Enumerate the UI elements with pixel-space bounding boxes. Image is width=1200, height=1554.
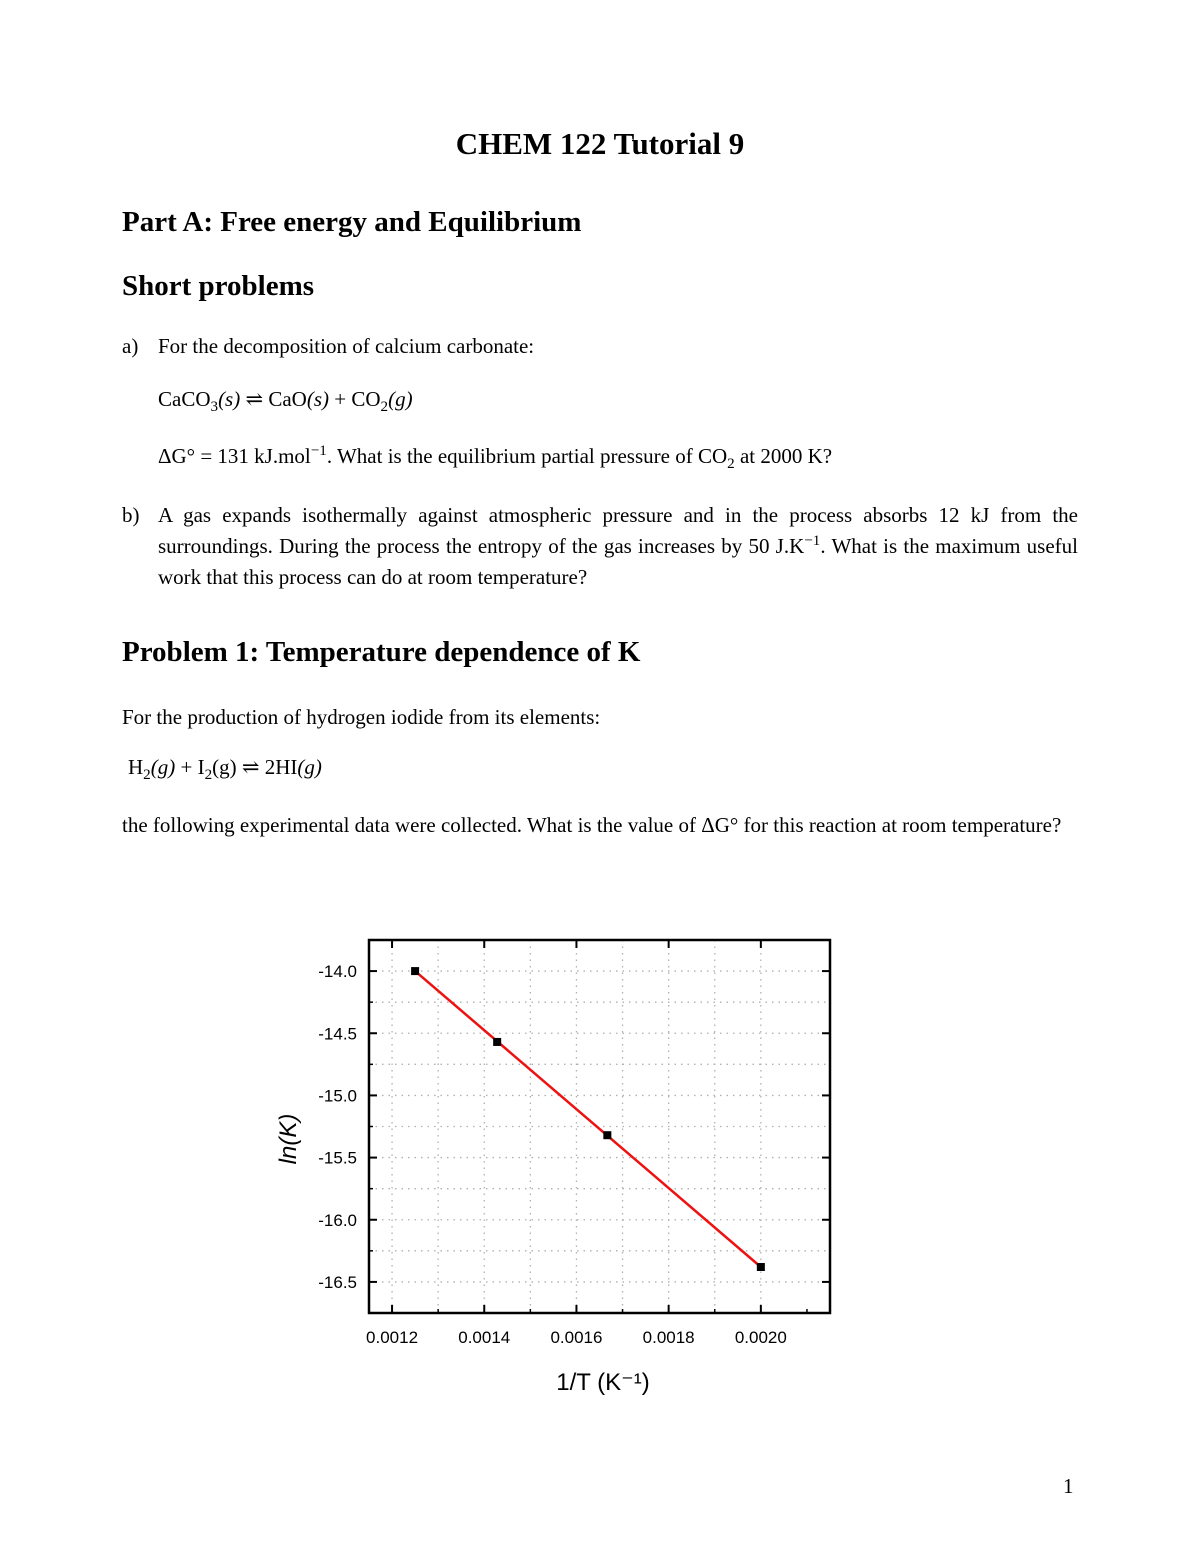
y-tick-label: -15.0	[318, 1086, 357, 1106]
question-a-label: a)	[122, 334, 139, 358]
page-title: CHEM 122 Tutorial 9	[455, 126, 745, 161]
data-point	[493, 1038, 501, 1046]
y-tick-label: -16.0	[318, 1210, 357, 1230]
x-tick-label: 0.0012	[366, 1328, 419, 1347]
axes	[318, 940, 830, 1347]
product-cao: CaO	[268, 387, 307, 411]
problem-1-question: the following experimental data were collected. What is the value of ΔG° for this reaction at room temperature?	[122, 813, 1062, 837]
data-point	[411, 967, 419, 975]
y-tick-label: -15.5	[318, 1148, 357, 1168]
data-series	[411, 967, 765, 1271]
question-b-text: A gas expands isothermally against atmospheric pressure and in the process absorbs 12 kJ from the surroundings. During the process the entropy of the gas increases by 50 $J.K^{-1}$. What is the maximum useful work that this process can do at room temperature?	[158, 503, 1078, 589]
page-number: 1	[1063, 1474, 1074, 1498]
fit-line	[415, 971, 761, 1267]
problem-1-heading: Problem 1: Temperature dependence of K	[122, 636, 641, 668]
x-tick-label: 0.0020	[734, 1328, 787, 1347]
question-b-label: b)	[122, 503, 140, 527]
question-a-text: ΔG° = 131 kJ.mol$^{-1}$. What is the equilibrium partial pressure of $CO_2$ at 2000 K?	[158, 443, 833, 473]
problem-1-intro: For the production of hydrogen iodide from its elements:	[122, 705, 601, 729]
x-axis-label: 1/T (K⁻¹)	[556, 1369, 650, 1396]
reaction-hi: $H_2(g) + I_2(g)$ ⇌ 2HI(g)	[128, 755, 322, 784]
question-a-intro: For the decomposition of calcium carbonate:	[158, 334, 535, 358]
part-a-heading: Part A: Free energy and Equilibrium	[122, 206, 582, 238]
reaction-caco3: CaCO$_3$(s) ⇌ $CaO(s) + CO_2(g)$	[158, 387, 413, 416]
x-tick-label: 0.0018	[642, 1328, 695, 1347]
y-tick-label: -14.0	[318, 962, 357, 982]
y-tick-label: -14.5	[318, 1024, 357, 1044]
ln-k-vs-inverse-t-chart	[250, 920, 870, 1400]
y-axis-label: ln(K)	[275, 1113, 302, 1165]
grid	[369, 940, 830, 1313]
data-point	[757, 1263, 765, 1271]
plot-frame	[369, 940, 830, 1313]
data-point	[603, 1131, 611, 1139]
product-co2: CO	[351, 387, 381, 411]
short-problems-heading: Short problems	[122, 270, 315, 302]
reactant-caco3: CaCO	[158, 387, 211, 411]
x-tick-label: 0.0014	[458, 1328, 511, 1347]
x-tick-label: 0.0016	[550, 1328, 603, 1347]
y-tick-label: -16.5	[318, 1272, 357, 1292]
